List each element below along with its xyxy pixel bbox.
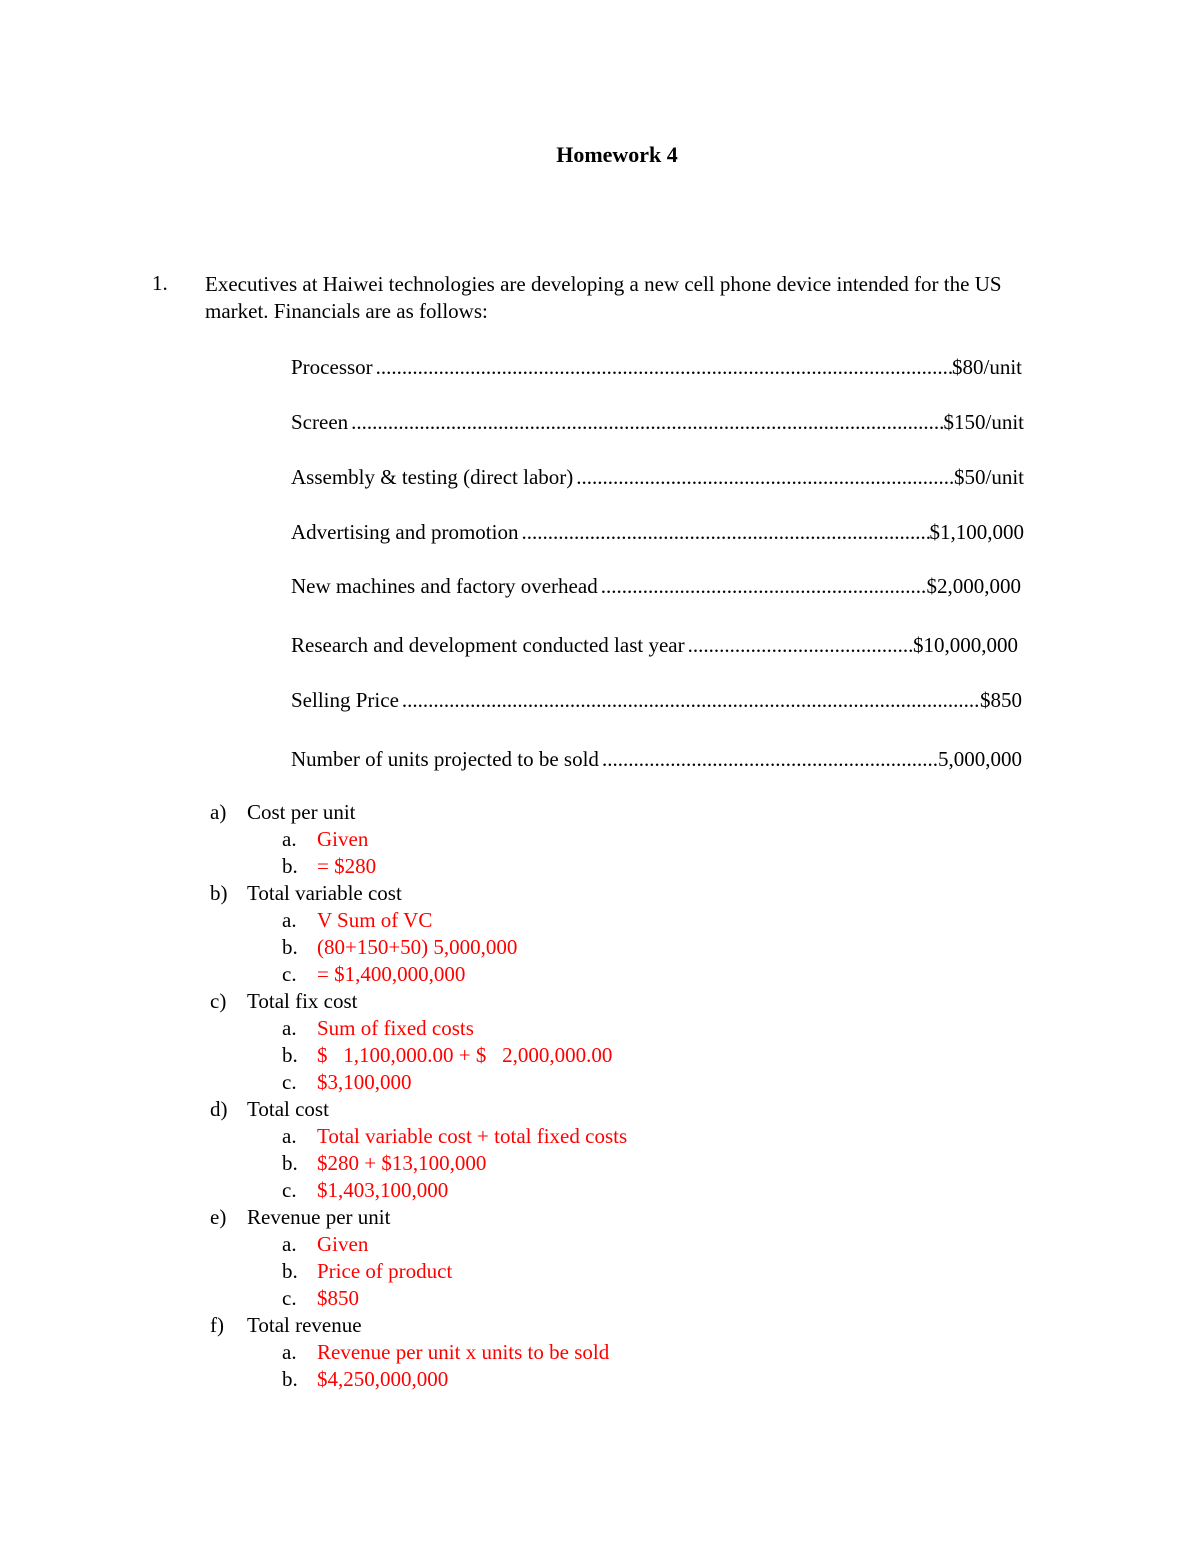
part-title: Total fix cost bbox=[247, 989, 358, 1013]
financial-row-selling-price bbox=[291, 686, 1022, 714]
answer-letter: b. bbox=[282, 1367, 298, 1391]
leader-dots bbox=[402, 686, 980, 714]
question-text: Executives at Haiwei technologies are developing a new cell phone device intended for the US market. Financials are as follows: bbox=[205, 272, 1002, 323]
answer-text: Revenue per unit x units to be sold bbox=[317, 1340, 610, 1364]
answer-text: (80+150+50) 5,000,000 bbox=[317, 935, 518, 959]
answer-text: Given bbox=[317, 1232, 369, 1256]
financial-label: Number of units projected to be sold bbox=[291, 747, 599, 771]
answer-text: $850 bbox=[317, 1286, 359, 1310]
financial-row-processor bbox=[291, 353, 1022, 381]
answer-text: $ 1,100,000.00 + $ 2,000,000.00 bbox=[317, 1043, 613, 1067]
answer-letter: b. bbox=[282, 1043, 298, 1067]
financial-label: Research and development conducted last year bbox=[291, 633, 685, 657]
leader-dots bbox=[601, 572, 927, 600]
answer-letter: b. bbox=[282, 1259, 298, 1283]
part-letter: d) bbox=[210, 1097, 228, 1121]
answer-letter: a. bbox=[282, 1340, 297, 1364]
answer-letter: a. bbox=[282, 1124, 297, 1148]
financial-row-advertising bbox=[291, 518, 1024, 546]
leader-dots bbox=[688, 631, 913, 659]
answer-letter: a. bbox=[282, 1232, 297, 1256]
part-title: Total cost bbox=[247, 1097, 329, 1121]
financial-value: $850 bbox=[980, 688, 1022, 712]
answer-text: Sum of fixed costs bbox=[317, 1016, 474, 1040]
financial-label: Advertising and promotion bbox=[291, 520, 519, 544]
financial-value: $50/unit bbox=[953, 465, 1024, 489]
leader-dots bbox=[602, 745, 938, 773]
financial-value: $80/unit bbox=[951, 355, 1022, 379]
leader-dots bbox=[576, 463, 954, 491]
answer-letter: b. bbox=[282, 854, 298, 878]
financial-label: Assembly & testing (direct labor) bbox=[291, 465, 574, 489]
part-letter: b) bbox=[210, 881, 228, 905]
answer-text: Price of product bbox=[317, 1259, 453, 1283]
part-letter: e) bbox=[210, 1205, 227, 1229]
answer-text: = $1,400,000,000 bbox=[317, 962, 466, 986]
financial-row-machines bbox=[291, 572, 1021, 600]
financial-row-units bbox=[291, 745, 1022, 773]
part-title: Revenue per unit bbox=[247, 1205, 391, 1229]
financial-value: $150/unit bbox=[943, 410, 1024, 434]
financial-row-research bbox=[291, 631, 1018, 659]
financial-value: $10,000,000 bbox=[913, 633, 1018, 657]
part-letter: c) bbox=[210, 989, 227, 1013]
part-title: Total variable cost bbox=[247, 881, 402, 905]
answer-text: V Sum of VC bbox=[317, 908, 433, 932]
part-title: Cost per unit bbox=[247, 800, 356, 824]
leader-dots bbox=[521, 518, 929, 546]
financial-value: 5,000,000 bbox=[938, 747, 1022, 771]
answer-text: Given bbox=[317, 827, 369, 851]
answer-letter: c. bbox=[282, 1178, 297, 1202]
financial-label: Screen bbox=[291, 410, 349, 434]
answer-letter: c. bbox=[282, 1070, 297, 1094]
answer-text: $1,403,100,000 bbox=[317, 1178, 449, 1202]
answer-letter: c. bbox=[282, 962, 297, 986]
part-title: Total revenue bbox=[247, 1313, 362, 1337]
financial-row-assembly bbox=[291, 463, 1024, 491]
answer-letter: b. bbox=[282, 1151, 298, 1175]
part-letter: a) bbox=[210, 800, 227, 824]
part-letter: f) bbox=[210, 1313, 224, 1337]
answer-text: $3,100,000 bbox=[317, 1070, 412, 1094]
answer-text: = $280 bbox=[317, 854, 377, 878]
leader-dots bbox=[351, 408, 943, 436]
answer-letter: b. bbox=[282, 935, 298, 959]
answer-letter: a. bbox=[282, 1016, 297, 1040]
financial-label: Selling Price bbox=[291, 688, 399, 712]
financial-label: New machines and factory overhead bbox=[291, 574, 598, 598]
answer-letter: a. bbox=[282, 827, 297, 851]
answer-text: $4,250,000,000 bbox=[317, 1367, 449, 1391]
question-number: 1. bbox=[152, 271, 168, 295]
page-title: Homework 4 bbox=[556, 142, 678, 167]
answer-text: Total variable cost + total fixed costs bbox=[317, 1124, 628, 1148]
leader-dots bbox=[376, 353, 952, 381]
financial-value: $2,000,000 bbox=[926, 574, 1021, 598]
financial-label: Processor bbox=[291, 355, 373, 379]
financial-value: $1,100,000 bbox=[929, 520, 1024, 544]
answer-letter: a. bbox=[282, 908, 297, 932]
answer-letter: c. bbox=[282, 1286, 297, 1310]
financial-row-screen bbox=[291, 408, 1024, 436]
answer-text: $280 + $13,100,000 bbox=[317, 1151, 487, 1175]
